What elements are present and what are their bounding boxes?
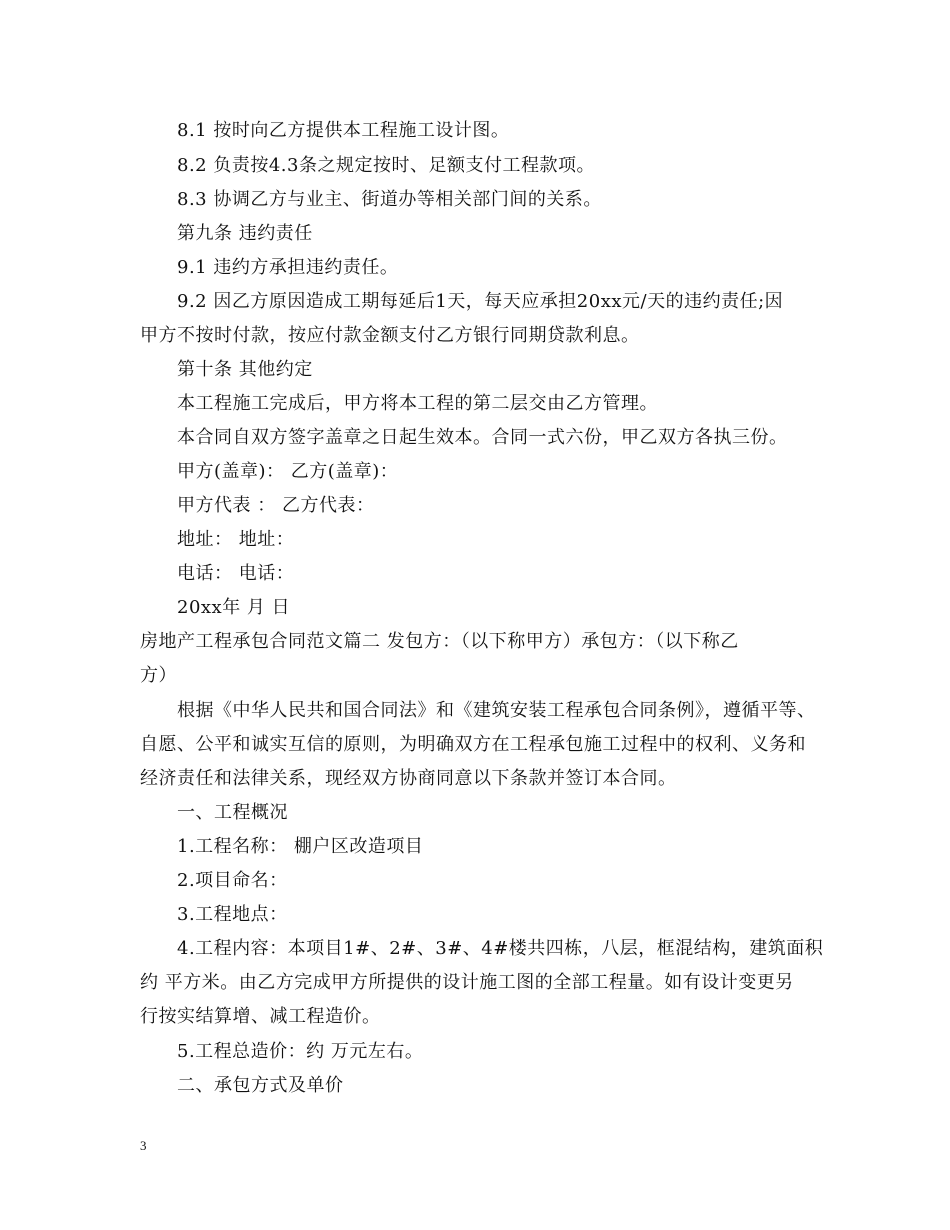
- preamble-line-3: 经济责任和法律关系，现经双方协商同意以下条款并签订本合同。: [140, 768, 677, 789]
- project-content-line-3: 行按实结算增、减工程造价。: [140, 1006, 381, 1027]
- project-content-line-2: 约 平方米。由乙方完成甲方所提供的设计施工图的全部工程量。如有设计变更另: [140, 972, 794, 993]
- date-line: 20xx年 月 日: [177, 597, 291, 618]
- article-10-heading: 第十条 其他约定: [177, 359, 313, 380]
- project-location-line: 3.工程地点：: [177, 904, 288, 925]
- effectiveness-text: 本合同自双方签字盖章之日起生效本。合同一式六份，甲乙双方各执三份。: [177, 427, 788, 448]
- clause-9-1: 9.1 违约方承担违约责任。: [177, 257, 399, 278]
- seal-line: 甲方(盖章)： 乙方(盖章)：: [177, 461, 399, 482]
- second-contract-title-continued: 方）: [140, 665, 177, 686]
- page-number: 3: [140, 1138, 147, 1153]
- other-agreement-text: 本工程施工完成后，甲方将本工程的第二层交由乙方管理。: [177, 393, 658, 414]
- clause-9-2-continued: 甲方不按时付款，按应付款金额支付乙方银行同期贷款利息。: [140, 325, 640, 346]
- second-contract-title: 房地产工程承包合同范文篇二 发包方：（以下称甲方）承包方：（以下称乙: [140, 631, 739, 652]
- project-content-line-1: 4.工程内容：本项目1#、2#、3#、4#楼共四栋，八层，框混结构，建筑面积: [177, 938, 824, 959]
- section-2-heading: 二、承包方式及单价: [177, 1075, 344, 1096]
- phone-line: 电话： 电话：: [177, 563, 295, 584]
- clause-9-2: 9.2 因乙方原因造成工期每延后1天，每天应承担20xx元/天的违约责任;因: [177, 291, 784, 312]
- article-9-heading: 第九条 违约责任: [177, 223, 313, 244]
- section-1-heading: 一、工程概况: [177, 802, 288, 823]
- total-cost-line: 5.工程总造价：约 万元左右。: [177, 1041, 424, 1062]
- clause-8-1: 8.1 按时向乙方提供本工程施工设计图。: [177, 120, 510, 141]
- project-title-line: 2.项目命名：: [177, 870, 288, 891]
- project-name-line: 1.工程名称： 棚户区改造项目: [177, 836, 424, 857]
- representative-line: 甲方代表 ： 乙方代表：: [177, 495, 375, 516]
- preamble-line-2: 自愿、公平和诚实互信的原则，为明确双方在工程承包施工过程中的权利、义务和: [140, 734, 806, 755]
- clause-8-2: 8.2 负责按4.3条之规定按时、足额支付工程款项。: [177, 155, 595, 176]
- address-line: 地址： 地址：: [177, 529, 295, 550]
- preamble-line-1: 根据《中华人民共和国合同法》和《建筑安装工程承包合同条例》，遵循平等、: [177, 700, 816, 721]
- clause-8-3: 8.3 协调乙方与业主、街道办等相关部门间的关系。: [177, 189, 602, 210]
